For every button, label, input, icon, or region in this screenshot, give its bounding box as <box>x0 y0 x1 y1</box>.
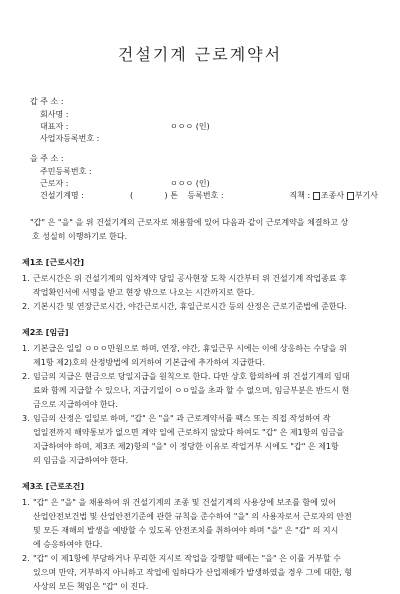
worker-label: 근로자 : <box>40 179 69 188</box>
clause-line: 의 임금을 지급하여야 한다. <box>33 456 129 465</box>
clause-number: 2. <box>22 302 30 311</box>
clause-line: 기본시간 및 연장근로시간, 야간근로시간, 휴일근로시간 등의 산정은 근로기준법에 준한다. <box>33 302 347 311</box>
clause-number: 2. <box>22 554 30 563</box>
party-a-company-row <box>22 109 378 121</box>
article-2-clause-2 <box>22 370 378 412</box>
article-1 <box>22 256 378 314</box>
clause-line: 근로시간은 위 건설기계의 임차계약 당일 공사현장 도착 시간부터 위 건설기계 작업종료 후 <box>33 274 347 283</box>
party-b-idno-row <box>22 166 378 178</box>
clause-number: 1. <box>22 498 30 507</box>
clause-number: 2. <box>22 372 30 381</box>
clause-line: "갑" 은 "을" 을 채용하여 위 건설기계의 조종 및 건설기계의 사용상에 보조를 함에 있어 <box>33 498 336 507</box>
party-a-section <box>22 96 378 145</box>
article-2-title: 제2조 [임금] <box>22 328 69 337</box>
party-a-address-row <box>22 96 378 108</box>
party-a-bizno-row <box>22 133 378 145</box>
clause-line: 기본급은 일일 ㅇㅇㅇ만원으로 하며, 연장, 야간, 휴일근무 시에는 이에 상응하는 수당을 위 <box>33 344 347 353</box>
article-3-clause-1 <box>22 496 378 552</box>
tonnage-open-paren: ( <box>130 191 134 200</box>
role-operator-checkbox[interactable] <box>313 192 320 200</box>
clause-number: 1. <box>22 274 30 283</box>
clause-line: 업일전까지 해약통보가 없으면 계약 일에 근로하지 않았다 하여도 "갑" 은 제1항의 임금을 <box>33 428 344 437</box>
party-b-section <box>22 153 378 202</box>
role-assistant-checkbox[interactable] <box>347 192 354 200</box>
clause-line: 작업확인서에 서명을 받고 현장 밖으로 나오는 시간까지로 한다. <box>33 288 255 297</box>
clause-line: 에 승응하여야 한다. <box>33 540 103 549</box>
party-b-address-row <box>22 153 378 165</box>
party-b-address-label: 을 주 소 : <box>30 154 64 163</box>
resident-number-label: 주민등록번호 : <box>40 167 92 176</box>
article-2-clause-3 <box>22 412 378 468</box>
clause-line: 임금의 산정은 일일로 하며, "갑" 은 "을" 과 근로계약서를 팩스 또는 직접 작성하여 작 <box>33 414 331 423</box>
article-3-clause-2 <box>22 552 378 594</box>
clause-line: "갑" 이 제1항에 부당하거나 무리한 지시로 작업을 강행할 때에는 "을" 은 이를 거부할 수 <box>33 554 341 563</box>
page-title: 건설기계 근로계약서 <box>117 45 283 64</box>
clause-line: 산업안전보건법 및 산업안전기준에 관한 규칙을 준수하여 "을" 의 사용자로서 근로자의 안전 <box>33 512 352 521</box>
machine-name-label: 건설기계명 : <box>40 191 84 200</box>
clause-line: 임금의 지급은 현금으로 당일지급을 원칙으로 한다. 다만 상호 합의하에 위 건설기계의 임대 <box>33 372 350 381</box>
role-label: 직책 : <box>289 191 311 200</box>
intro-line: "갑" 은 "을" 을 위 건설기계의 근로자로 채용함에 있어 다음과 같이 근로계약을 체결하고 상 <box>30 218 349 227</box>
party-a-address-label: 갑 주 소 : <box>30 97 64 106</box>
clause-number: 1. <box>22 344 30 353</box>
clause-number: 3. <box>22 414 30 423</box>
tonnage-close-paren: ) 톤 <box>164 191 178 200</box>
clause-line: 있으며 만약, 거부하지 아니하고 작업에 임하다가 산업재해가 발생하였을 경우 그에 대한, 형 <box>33 568 352 577</box>
party-a-rep-row <box>22 121 378 133</box>
clause-line: 금으로 지급하여야 한다. <box>33 400 118 409</box>
article-2-clause-1 <box>22 342 378 370</box>
intro-paragraph <box>22 216 378 244</box>
clause-line: 지급하여야 하며, 제3조 제2)항의 "을" 이 정당한 이유로 작업거부 시에도 "갑" 은 제1항 <box>33 442 339 451</box>
clause-line: 료와 함께 지급할 수 있으나, 지급기일이 ㅇㅇ일을 초과 할 수 없으며, 임금부분은 반드시 현 <box>33 386 350 395</box>
clause-line: 제1항 제2)호의 산정방법에 의거하여 기본급에 추가하여 지급한다. <box>33 358 266 367</box>
party-b-machine-row <box>22 190 378 202</box>
representative-name: ㅇㅇㅇ (인) <box>170 122 210 131</box>
article-1-clause-1 <box>22 272 378 300</box>
article-1-clause-2 <box>22 300 378 314</box>
article-1-title: 제1조 [근로시간] <box>22 258 85 267</box>
article-3 <box>22 480 378 594</box>
worker-name: ㅇㅇㅇ (인) <box>170 179 210 188</box>
intro-line: 호 성실히 이행하기로 한다. <box>32 232 128 241</box>
representative-label: 대표자 : <box>40 122 69 131</box>
clause-line: 및 모든 재해의 발생을 예방할 수 있도록 안전조치를 취하여야 하며 "을" 은 "갑" 의 지시 <box>33 526 339 535</box>
article-3-title: 제3조 [근로조건] <box>22 482 85 491</box>
role-operator-label: 조종사 <box>320 191 345 200</box>
role-assistant-label: 부기사 <box>354 191 379 200</box>
clause-line: 사상의 모든 책임은 "갑" 이 진다. <box>33 582 149 591</box>
business-number-label: 사업자등록번호 : <box>40 134 100 143</box>
party-b-worker-row <box>22 178 378 190</box>
registration-number-label: 등록번호 : <box>187 191 224 200</box>
company-name-label: 회사명 : <box>40 110 69 119</box>
article-2 <box>22 326 378 468</box>
